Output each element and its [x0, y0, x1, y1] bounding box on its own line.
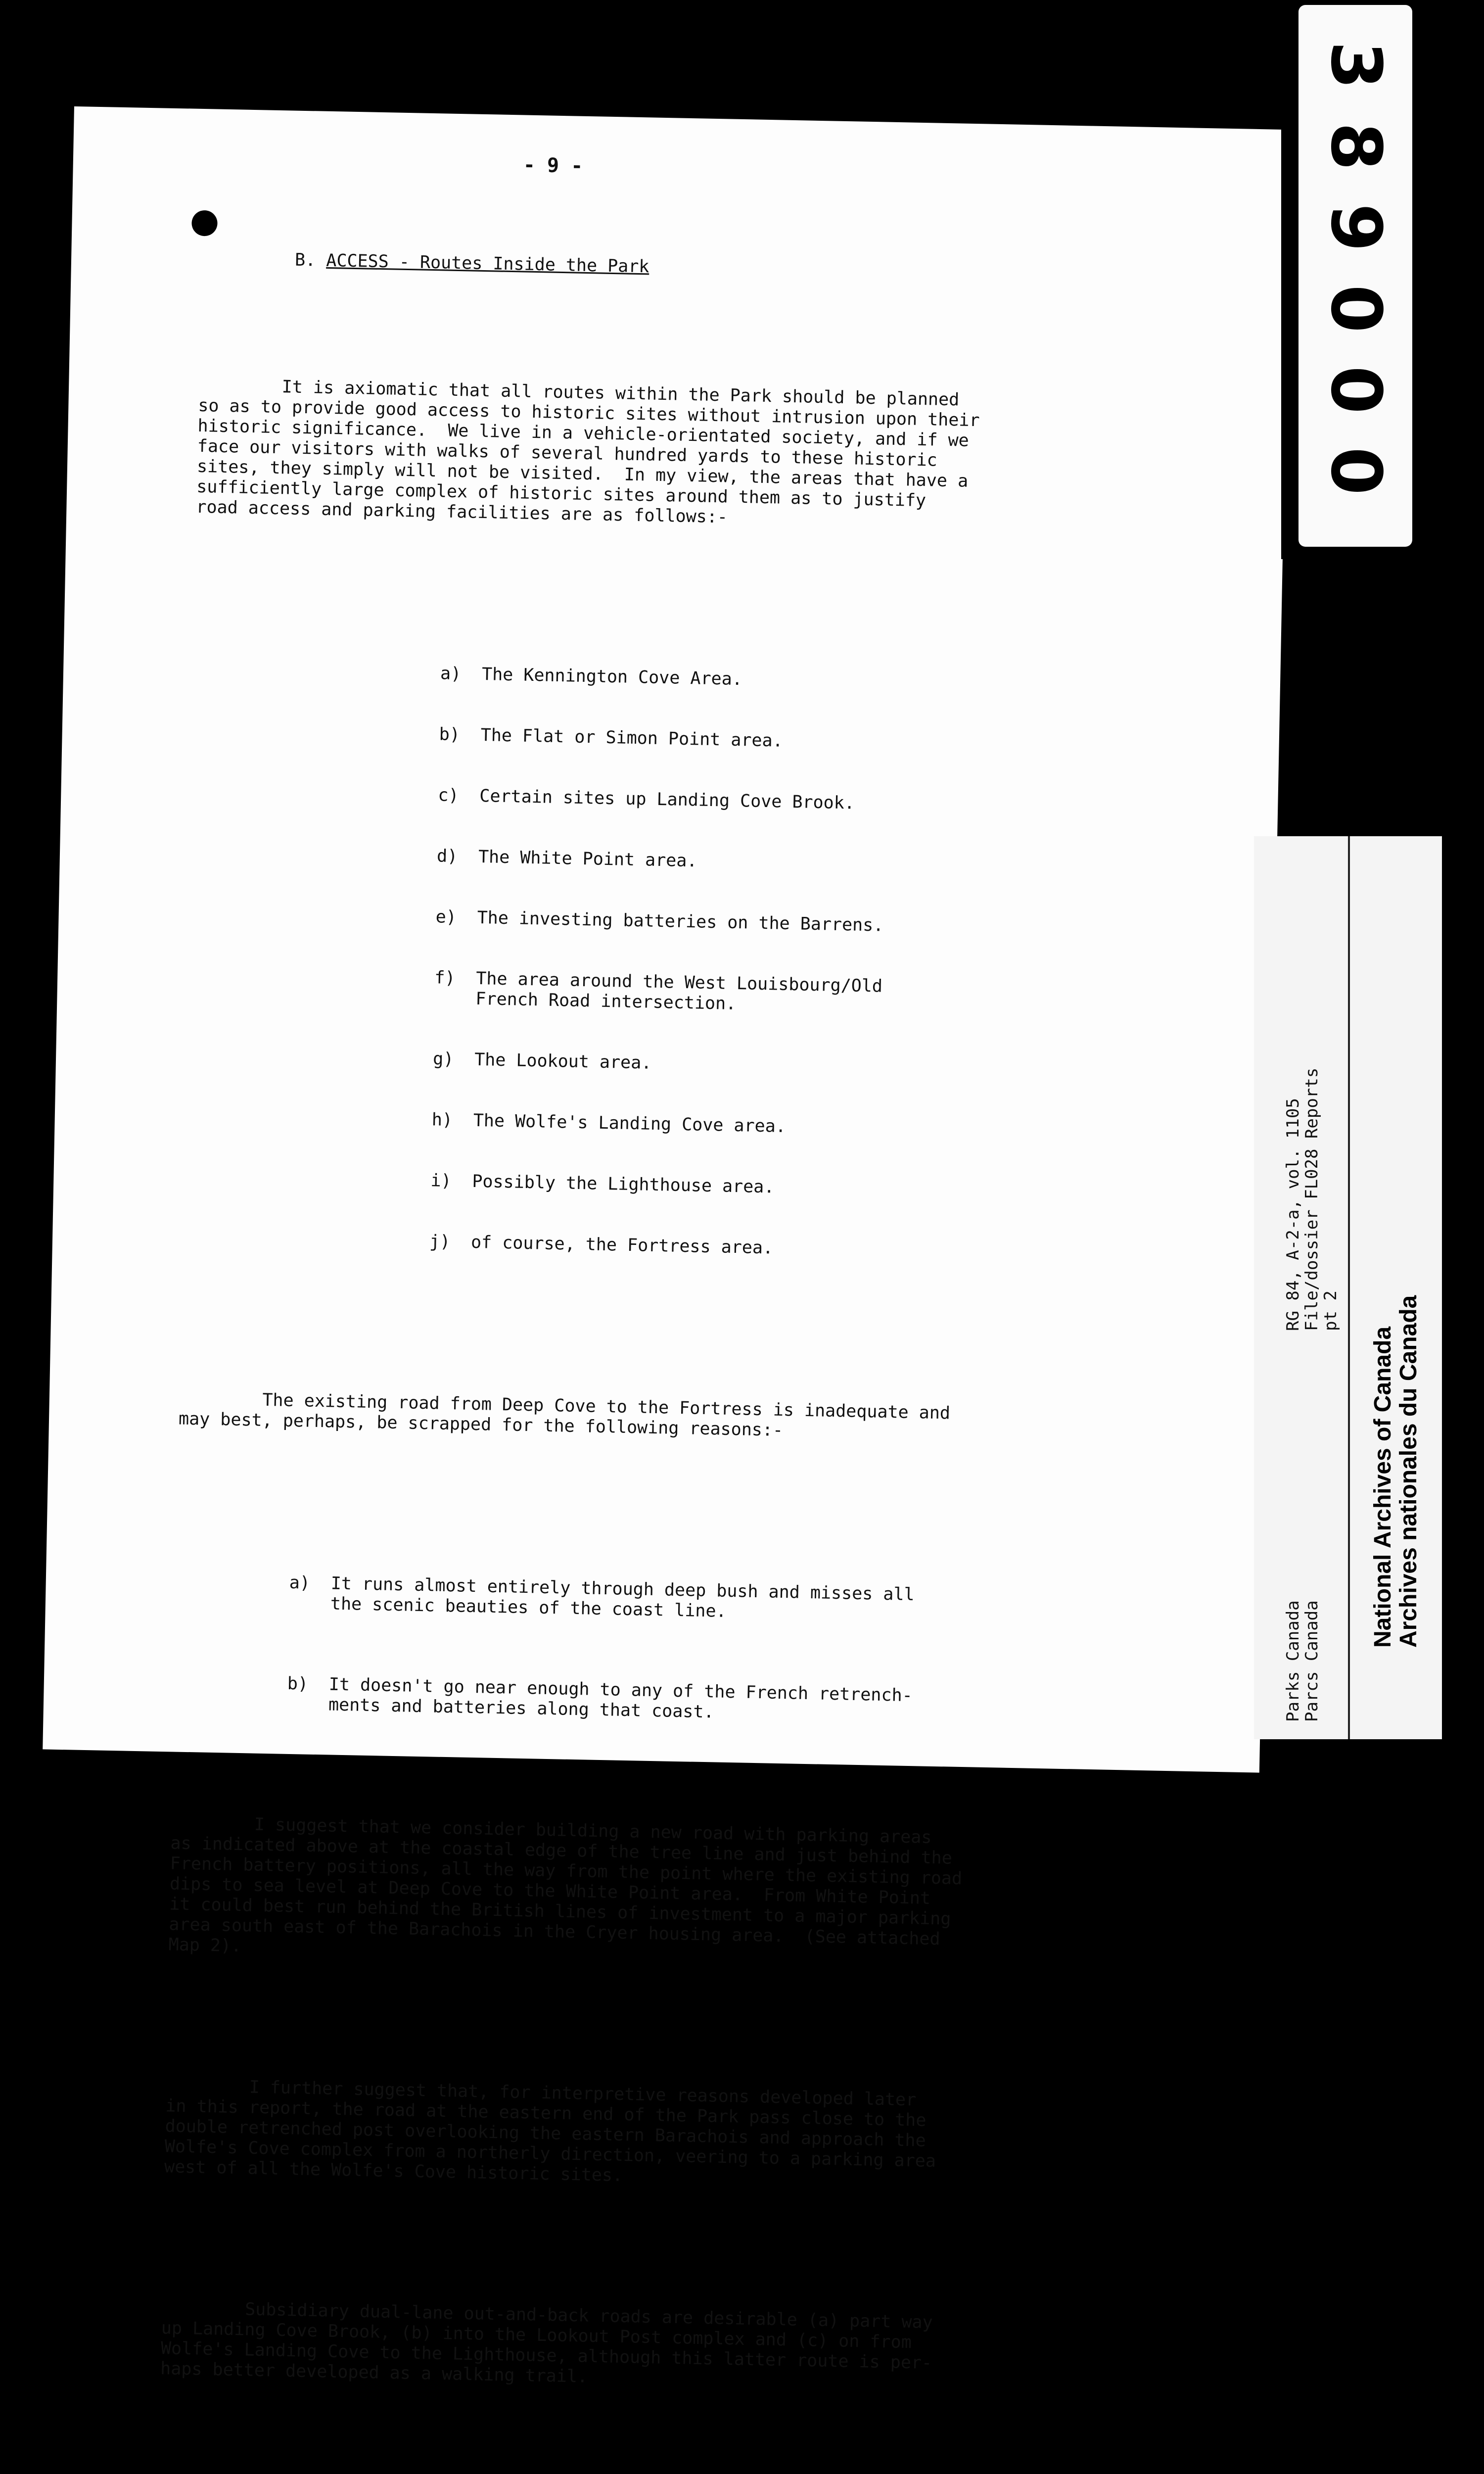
section-b-heading: [295, 250, 1156, 287]
list-item: i) Possibly the Lighthouse area.: [430, 1171, 775, 1197]
list-item: c) Certain sites up Landing Cove Brook.: [438, 785, 855, 813]
list-item: e) The investing batteries on the Barrens.: [435, 907, 884, 936]
archive-number: 3 8 9 0 0 0: [1315, 41, 1396, 495]
further-suggest-paragraph: I further suggest that, for interpretive reasons developed later in this report, the road at the eastern end of the Park pass close to the double retrenched post overlooking the eastern Barachois and approach the Wolfe's Cove complex from a northerly direction, veering to a parking area west of all the Wolfe's Cove historic sites.: [164, 2076, 936, 2186]
access-intro-paragraph: It is axiomatic that all routes within the Park should be planned so as to provide good access to historic sites without intrusion upon their historic significance. We live in a vehicle-orientated society, and if we face our visitors with walks of several hundred yards to these historic sites, they simply will not be visited. In my view, the areas that have a sufficiently large complex of historic sites around them as to justify road access and parking facilities are as follows:-: [196, 375, 980, 527]
parks-canada-label: Parks Canada Parcs Canada: [1283, 1600, 1322, 1722]
document-page: [43, 106, 1291, 2387]
institution-name: National Archives of Canada Archives nationales du Canada: [1370, 1295, 1422, 1648]
list-item: a) It runs almost entirely through deep bush and misses all the scenic beauties of the coast line.: [289, 1572, 915, 1621]
archive-label: [1254, 836, 1442, 1739]
list-item: j) of course, the Fortress area.: [429, 1232, 774, 1258]
list-item: b) The Flat or Simon Point area.: [439, 724, 784, 751]
list-item: a) The Kennington Cove Area.: [440, 664, 743, 690]
subsidiary-roads-paragraph: Subsidiary dual-lane out-and-back roads are desirable (a) part way up Landing Cove Brook, (b) into the Lookout Post complex and (c) on from Wolfe's Landing Cove to the Lighthouse, although this latter route is per- haps better developed as a walking trail.: [160, 2298, 933, 2387]
list-item: d) The White Point area.: [436, 846, 697, 871]
section-b-title: ACCESS: [325, 250, 389, 272]
list-item: h) The Wolfe's Landing Cove area.: [431, 1110, 787, 1137]
list-item: b) It doesn't go near enough to any of the French retrench- ments and batteries along that coast.: [287, 1673, 913, 1722]
list-item: g) The Lookout area.: [432, 1049, 652, 1073]
existing-road-paragraph: The existing road from Deep Cove to the Fortress is inadequate and may best, perhaps, be scrapped for the following reasons:-: [178, 1388, 951, 1441]
access-areas-list: [428, 623, 1302, 1309]
list-item: f) The area around the West Louisbourg/Old French Road intersection.: [434, 968, 883, 1014]
suggest-paragraph: I suggest that we consider building a new road with parking areas as indicated above at the coastal edge of the tree line and just behind the French battery positions, all the way from the point where the existing road dips to sea level at Deep Cove to the White Point area. From White Point it could best run behind the British lines of investment to a major parking area south east of the Barachois in the Cryer housing area. (See attached Map 2).: [168, 1813, 963, 1956]
archive-reference: RG 84, A-2-a, vol. 1105 File/dossier FL028 Reports pt 2: [1283, 1067, 1341, 1331]
page-number: - 9 -: [523, 153, 583, 178]
section-b-letter: B.: [294, 250, 316, 271]
reasons-list: [285, 1532, 933, 1787]
archive-number-card: [1298, 5, 1412, 547]
section-b-subtitle: - Routes Inside the Park: [388, 252, 649, 277]
page-body: [147, 208, 1063, 2474]
label-divider: [1348, 836, 1350, 1739]
